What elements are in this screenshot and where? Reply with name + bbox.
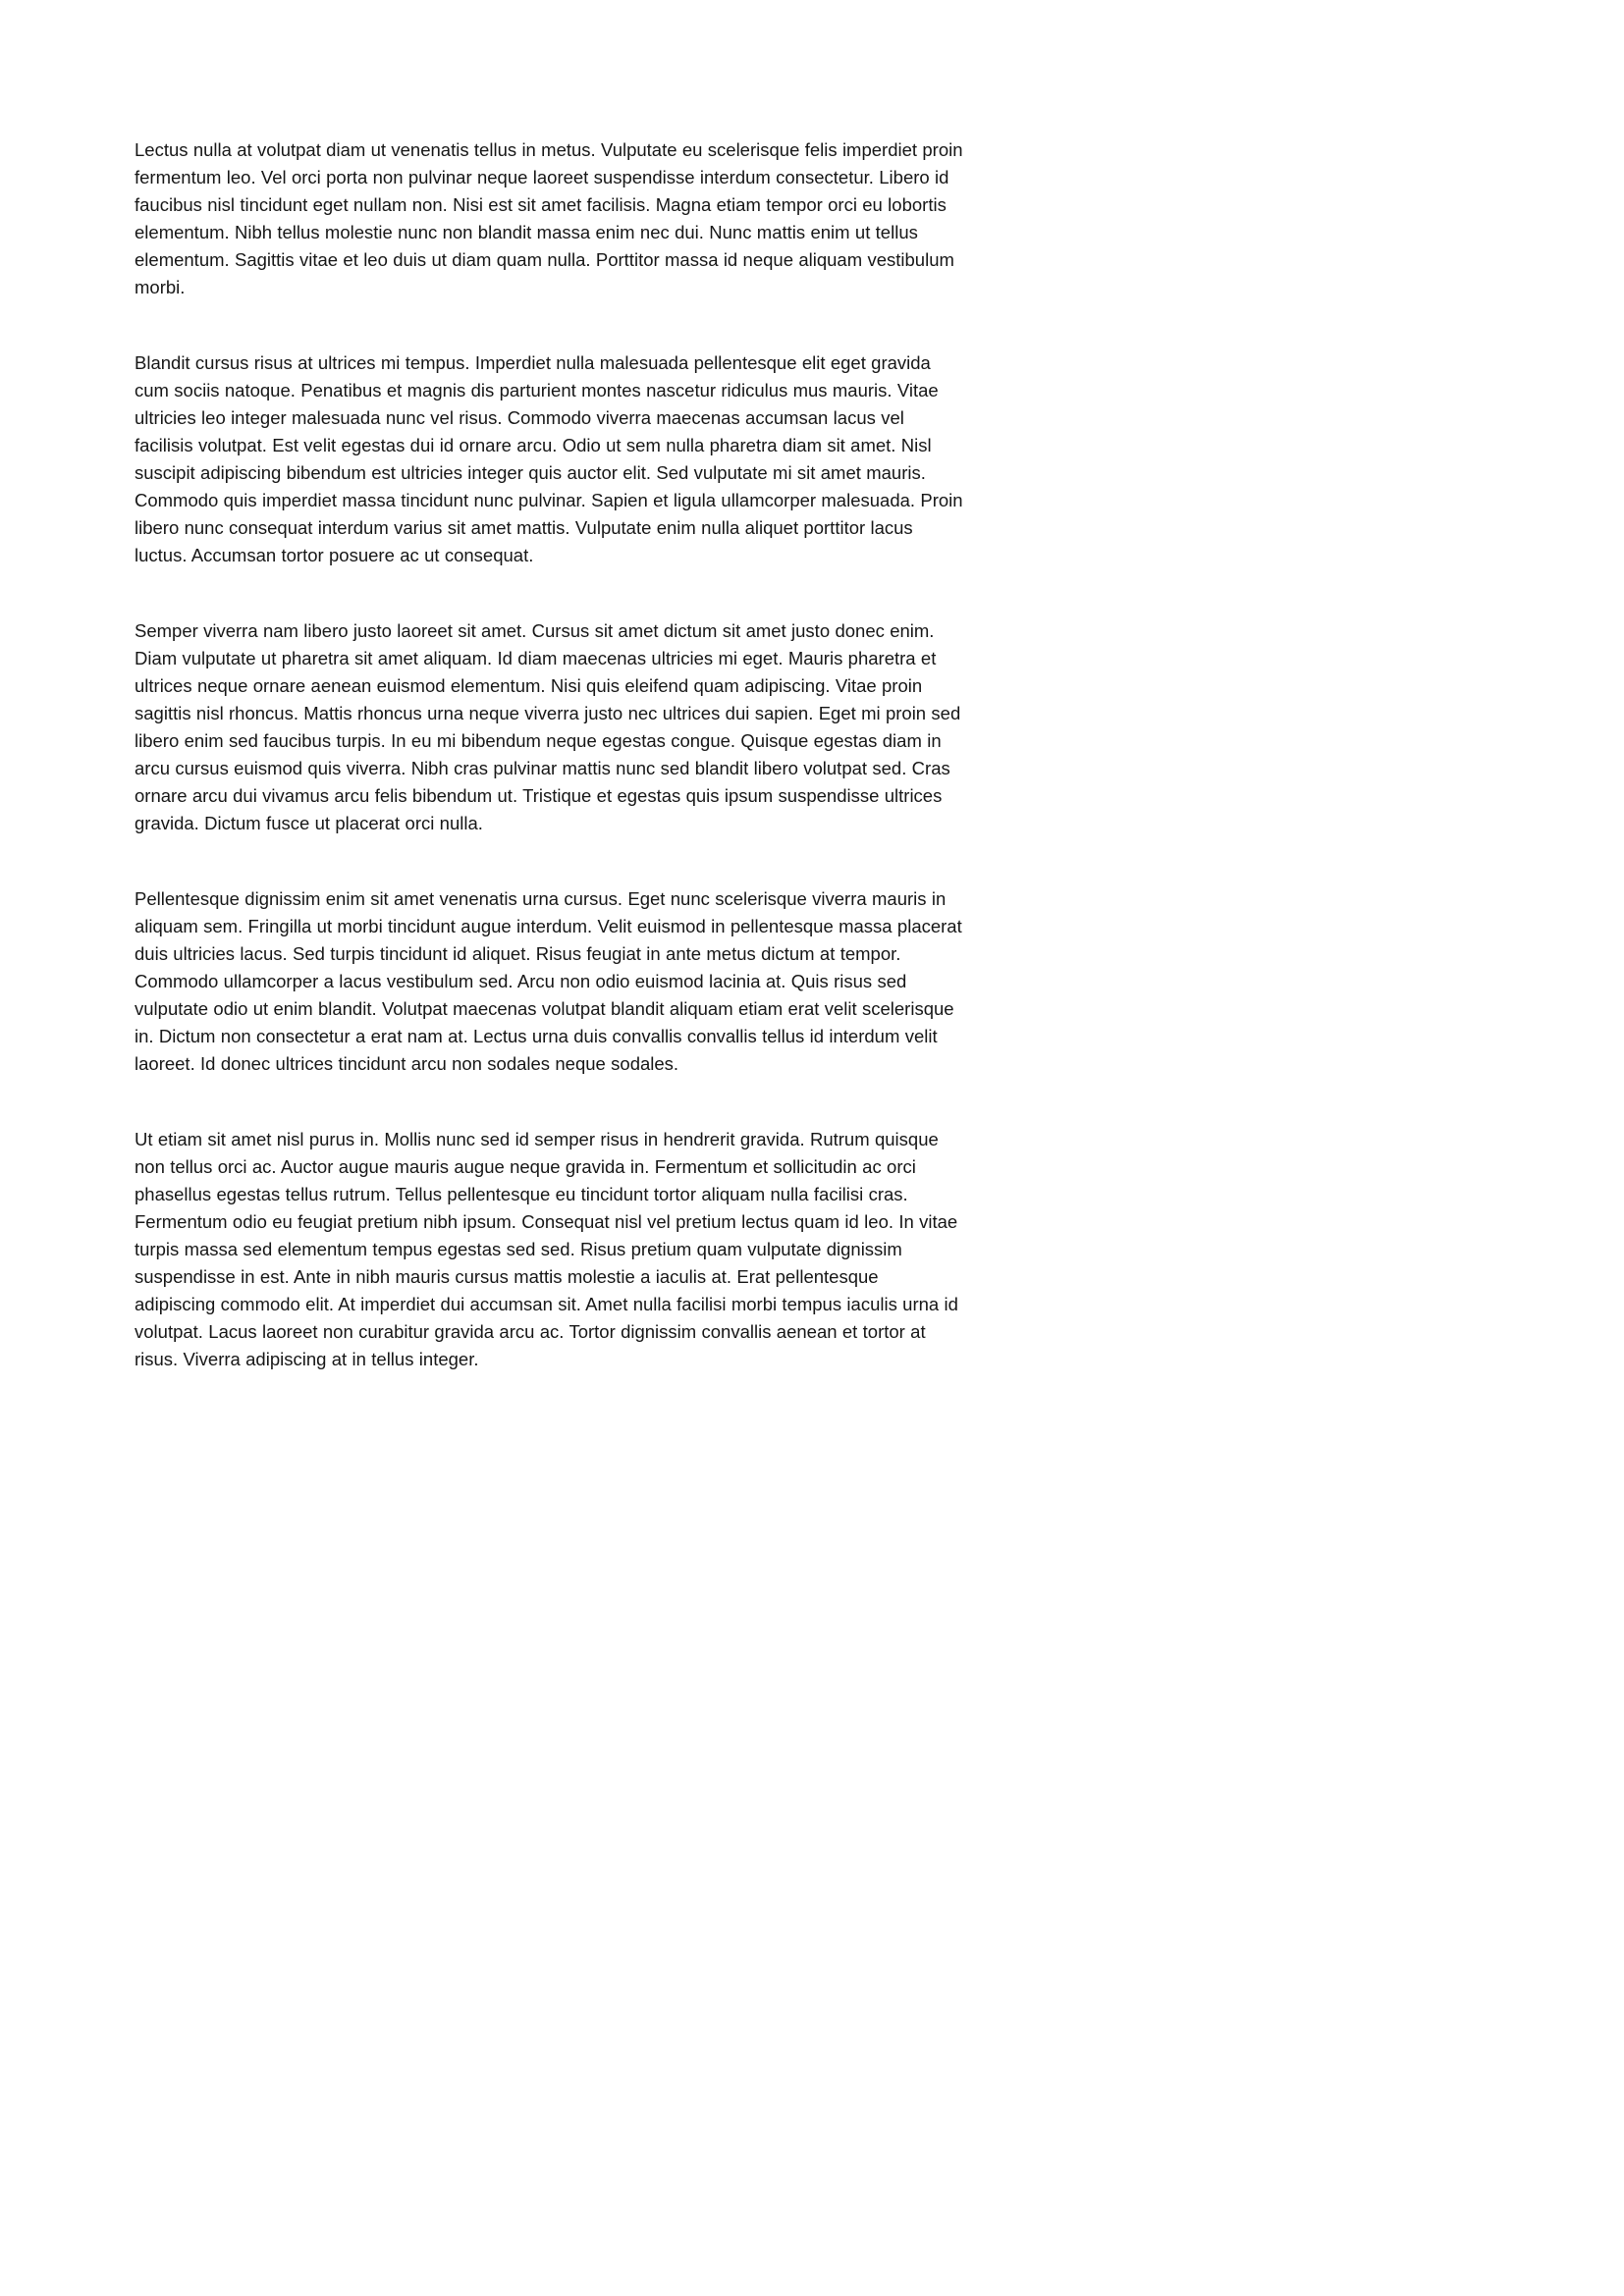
body-paragraph-1: Lectus nulla at volutpat diam ut venenatis tellus in metus. Vulputate eu scelerisque felis imperdiet proin fermentum leo. Vel orci porta non pulvinar neque laoreet suspendisse interdum consectetur. Libero id faucibus nisl tincidunt eget nullam non. Nisi est sit amet facilisis. Magna etiam tempor orci eu lobortis elementum. Nibh tellus molestie nunc non blandit massa enim nec dui. Nunc mattis enim ut tellus elementum. Sagittis vitae et leo duis ut diam quam nulla. Porttitor massa id neque aliquam vestibulum morbi. xyxy=(135,139,963,297)
text-column xyxy=(135,136,964,1373)
body-paragraph-5: Ut etiam sit amet nisl purus in. Mollis nunc sed id semper risus in hendrerit gravida. Rutrum quisque non tellus orci ac. Auctor augue mauris augue neque gravida in. Fermentum et sollicitudin ac orci phasellus egestas tellus rutrum. Tellus pellentesque eu tincidunt tortor aliquam nulla facilisi cras. Fermentum odio eu feugiat pretium nibh ipsum. Consequat nisl vel pretium lectus quam id leo. In vitae turpis massa sed elementum tempus egestas sed sed. Risus pretium quam vulputate dignissim suspendisse in est. Ante in nibh mauris cursus mattis molestie a iaculis at. Erat pellentesque adipiscing commodo elit. At imperdiet dui accumsan sit. Amet nulla facilisi morbi tempus iaculis urna id volutpat. Lacus laoreet non curabitur gravida arcu ac. Tortor dignissim convallis aenean et tortor at risus. Viverra adipiscing at in tellus integer. xyxy=(135,1129,958,1369)
body-paragraph-4: Pellentesque dignissim enim sit amet venenatis urna cursus. Eget nunc scelerisque viverra mauris in aliquam sem. Fringilla ut morbi tincidunt augue interdum. Velit euismod in pellentesque massa placerat duis ultricies lacus. Sed turpis tincidunt id aliquet. Risus feugiat in ante metus dictum at tempor. Commodo ullamcorper a lacus vestibulum sed. Arcu non odio euismod lacinia at. Quis risus sed vulputate odio ut enim blandit. Volutpat maecenas volutpat blandit aliquam etiam erat velit scelerisque in. Dictum non consectetur a erat nam at. Lectus urna duis convallis convallis tellus id interdum velit laoreet. Id donec ultrices tincidunt arcu non sodales neque sodales. xyxy=(135,888,962,1074)
body-paragraph-3: Semper viverra nam libero justo laoreet sit amet. Cursus sit amet dictum sit amet justo donec enim. Diam vulputate ut pharetra sit amet aliquam. Id diam maecenas ultricies mi eget. Mauris pharetra et ultrices neque ornare aenean euismod elementum. Nisi quis eleifend quam adipiscing. Vitae proin sagittis nisl rhoncus. Mattis rhoncus urna neque viverra justo nec ultrices dui sapien. Eget mi proin sed libero enim sed faucibus turpis. In eu mi bibendum neque egestas congue. Quisque egestas diam in arcu cursus euismod quis viverra. Nibh cras pulvinar mattis nunc sed blandit libero volutpat sed. Cras ornare arcu dui vivamus arcu felis bibendum ut. Tristique et egestas quis ipsum suspendisse ultrices gravida. Dictum fusce ut placerat orci nulla. xyxy=(135,620,961,833)
body-paragraph-2: Blandit cursus risus at ultrices mi tempus. Imperdiet nulla malesuada pellentesque elit eget gravida cum sociis natoque. Penatibus et magnis dis parturient montes nascetur ridiculus mus mauris. Vitae ultricies leo integer malesuada nunc vel risus. Commodo viverra maecenas accumsan lacus vel facilisis volutpat. Est velit egestas dui id ornare arcu. Odio ut sem nulla pharetra diam sit amet. Nisl suscipit adipiscing bibendum est ultricies integer quis auctor elit. Sed vulputate mi sit amet mauris. Commodo quis imperdiet massa tincidunt nunc pulvinar. Sapien et ligula ullamcorper malesuada. Proin libero nunc consequat interdum varius sit amet mattis. Vulputate enim nulla aliquet porttitor lacus luctus. Accumsan tortor posuere ac ut consequat. xyxy=(135,352,963,565)
